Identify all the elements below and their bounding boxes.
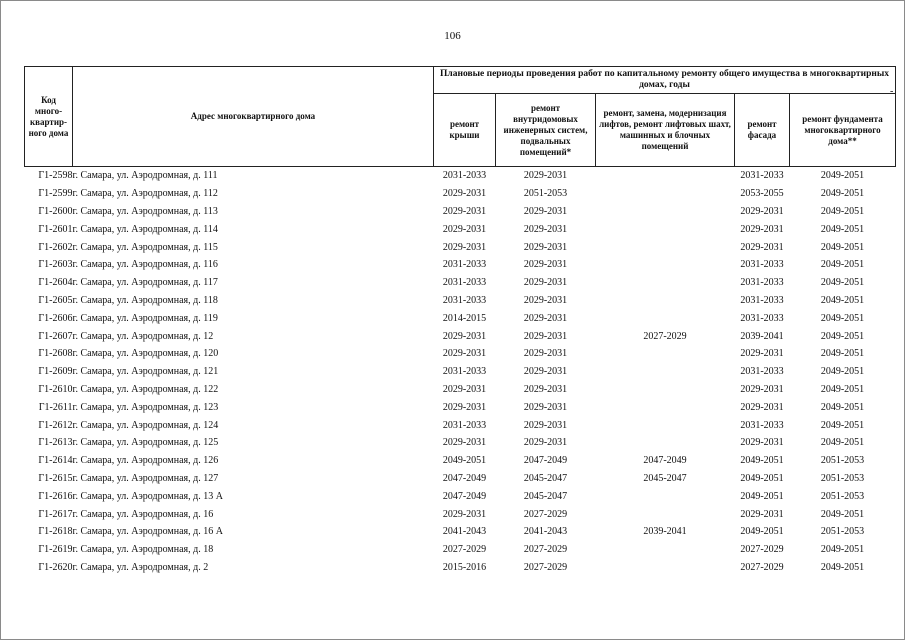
row-foundation-period: 2051-2053 xyxy=(820,490,865,502)
row-elevators-period xyxy=(596,185,735,203)
row-code: Г1-2602 xyxy=(38,241,73,253)
table-row xyxy=(25,487,896,505)
row-roof-period: 2029-2031 xyxy=(442,348,487,360)
row-address: г. Самара, ул. Аэродромная, д. 13 А xyxy=(72,490,223,502)
row-roof-period: 2047-2049 xyxy=(442,472,487,484)
row-code: Г1-2612 xyxy=(38,419,73,431)
row-code: Г1-2617 xyxy=(38,508,73,520)
row-systems-period: 2029-2031 xyxy=(523,330,568,342)
row-code: Г1-2605 xyxy=(38,294,73,306)
row-systems-period: 2029-2031 xyxy=(523,366,568,378)
row-code: Г1-2599 xyxy=(38,188,73,200)
row-foundation-period: 2049-2051 xyxy=(820,223,865,235)
row-foundation-period: 2049-2051 xyxy=(820,508,865,520)
row-facade-period: 2027-2029 xyxy=(740,544,784,556)
row-elevators-period xyxy=(596,220,735,238)
row-roof-period: 2027-2029 xyxy=(442,544,487,556)
row-facade-period: 2049-2051 xyxy=(740,490,784,502)
row-address: г. Самара, ул. Аэродромная, д. 119 xyxy=(72,312,218,324)
row-facade-period: 2049-2051 xyxy=(740,472,784,484)
row-facade-period: 2031-2033 xyxy=(740,312,784,324)
table-row xyxy=(25,416,896,434)
row-foundation-period: 2049-2051 xyxy=(820,259,865,271)
row-facade-period: 2031-2033 xyxy=(740,294,784,306)
row-code: Г1-2620 xyxy=(38,561,73,573)
row-foundation-period: 2049-2051 xyxy=(820,205,865,217)
row-roof-period: 2047-2049 xyxy=(442,490,487,502)
row-foundation-period: 2049-2051 xyxy=(820,348,865,360)
table-row xyxy=(25,398,896,416)
row-elevators-period xyxy=(596,559,735,577)
row-elevators-period xyxy=(596,434,735,452)
row-roof-period: 2049-2051 xyxy=(442,455,487,467)
row-roof-period: 2029-2031 xyxy=(442,188,487,200)
row-facade-period: 2029-2031 xyxy=(740,205,784,217)
row-systems-period: 2029-2031 xyxy=(523,205,568,217)
row-code: Г1-2616 xyxy=(38,490,73,502)
table-row xyxy=(25,452,896,470)
row-facade-period: 2031-2033 xyxy=(740,419,784,431)
table-row xyxy=(25,470,896,488)
row-facade-period: 2031-2033 xyxy=(740,259,784,271)
row-address: г. Самара, ул. Аэродромная, д. 118 xyxy=(72,294,218,306)
header-systems: ремонт внутридомовых инженерных систем, подвальных помещений* xyxy=(496,94,596,167)
row-facade-period: 2029-2031 xyxy=(740,437,784,449)
row-elevators-period xyxy=(596,398,735,416)
row-address: г. Самара, ул. Аэродромная, д. 18 xyxy=(72,544,214,556)
row-systems-period: 2029-2031 xyxy=(523,312,568,324)
row-roof-period: 2031-2033 xyxy=(442,277,487,289)
row-foundation-period: 2049-2051 xyxy=(820,170,865,182)
table-row xyxy=(25,523,896,541)
row-facade-period: 2029-2031 xyxy=(740,401,784,413)
row-roof-period: 2031-2033 xyxy=(442,419,487,431)
row-systems-period: 2045-2047 xyxy=(523,490,568,502)
row-elevators-period xyxy=(596,256,735,274)
table-row xyxy=(25,238,896,256)
row-code: Г1-2611 xyxy=(38,401,73,413)
row-foundation-period: 2049-2051 xyxy=(820,544,865,556)
row-facade-period: 2029-2031 xyxy=(740,241,784,253)
row-code: Г1-2600 xyxy=(38,205,73,217)
row-roof-period: 2029-2031 xyxy=(442,401,487,413)
row-roof-period: 2029-2031 xyxy=(442,205,487,217)
row-elevators-period xyxy=(596,381,735,399)
row-systems-period: 2051-2053 xyxy=(523,188,568,200)
header-elevators: ремонт, замена, модернизация лифтов, ремонт лифтовых шахт, машинных и блочных помещений xyxy=(596,94,735,167)
row-systems-period: 2029-2031 xyxy=(523,383,568,395)
row-facade-period: 2027-2029 xyxy=(740,561,784,573)
row-code: Г1-2614 xyxy=(38,455,73,467)
row-code: Г1-2606 xyxy=(38,312,73,324)
row-code: Г1-2603 xyxy=(38,259,73,271)
row-roof-period: 2031-2033 xyxy=(442,366,487,378)
row-code: Г1-2613 xyxy=(38,437,73,449)
row-address: г. Самара, ул. Аэродромная, д. 124 xyxy=(72,419,219,431)
row-address: г. Самара, ул. Аэродромная, д. 113 xyxy=(72,205,218,217)
row-code: Г1-2604 xyxy=(38,277,73,289)
table-row xyxy=(25,541,896,559)
table-row xyxy=(25,167,896,185)
row-systems-period: 2029-2031 xyxy=(523,170,568,182)
row-systems-period: 2029-2031 xyxy=(523,401,568,413)
row-systems-period: 2027-2029 xyxy=(523,561,568,573)
row-facade-period: 2039-2041 xyxy=(740,330,784,342)
row-address: г. Самара, ул. Аэродромная, д. 116 xyxy=(72,259,218,271)
table-row xyxy=(25,185,896,203)
row-foundation-period: 2051-2053 xyxy=(820,526,865,538)
row-elevators-period xyxy=(596,541,735,559)
row-code: Г1-2615 xyxy=(38,472,73,484)
row-elevators-period xyxy=(596,416,735,434)
table-row xyxy=(25,381,896,399)
row-facade-period: 2029-2031 xyxy=(740,223,784,235)
table-row xyxy=(25,559,896,577)
row-code: Г1-2601 xyxy=(38,223,73,235)
row-roof-period: 2029-2031 xyxy=(442,437,487,449)
row-elevators-period xyxy=(596,238,735,256)
row-facade-period: 2049-2051 xyxy=(740,526,784,538)
row-elevators-period xyxy=(596,274,735,292)
header-foundation: ремонт фундамента многоквартирного дома** xyxy=(790,94,896,167)
row-foundation-period: 2049-2051 xyxy=(820,188,865,200)
row-address: г. Самара, ул. Аэродромная, д. 127 xyxy=(72,472,219,484)
row-elevators-period: 2027-2029 xyxy=(643,330,687,342)
row-elevators-period xyxy=(596,487,735,505)
row-roof-period: 2041-2043 xyxy=(442,526,487,538)
row-code: Г1-2607 xyxy=(38,330,73,342)
row-elevators-period: 2045-2047 xyxy=(643,472,687,484)
row-facade-period: 2029-2031 xyxy=(740,348,784,360)
row-facade-period: 2029-2031 xyxy=(740,508,784,520)
row-foundation-period: 2049-2051 xyxy=(820,366,865,378)
row-address: г. Самара, ул. Аэродромная, д. 115 xyxy=(72,241,218,253)
table-row xyxy=(25,327,896,345)
row-systems-period: 2029-2031 xyxy=(523,348,568,360)
row-systems-period: 2045-2047 xyxy=(523,472,568,484)
row-facade-period: 2031-2033 xyxy=(740,277,784,289)
table-row xyxy=(25,274,896,292)
row-elevators-period xyxy=(596,203,735,221)
row-code: Г1-2619 xyxy=(38,544,73,556)
row-foundation-period: 2051-2053 xyxy=(820,472,865,484)
header-code: Код много-квартир-ного дома xyxy=(25,67,73,167)
row-systems-period: 2029-2031 xyxy=(523,437,568,449)
row-address: г. Самара, ул. Аэродромная, д. 120 xyxy=(72,348,219,360)
table-row xyxy=(25,256,896,274)
table-row xyxy=(25,292,896,310)
row-address: г. Самара, ул. Аэродромная, д. 123 xyxy=(72,401,219,413)
row-facade-period: 2049-2051 xyxy=(740,455,784,467)
row-address: г. Самара, ул. Аэродромная, д. 125 xyxy=(72,437,219,449)
row-foundation-period: 2049-2051 xyxy=(820,437,865,449)
table-row xyxy=(25,309,896,327)
row-foundation-period: 2049-2051 xyxy=(820,383,865,395)
row-address: г. Самара, ул. Аэродромная, д. 117 xyxy=(72,277,218,289)
row-code: Г1-2598 xyxy=(38,170,73,182)
row-facade-period: 2031-2033 xyxy=(740,170,784,182)
row-roof-period: 2029-2031 xyxy=(442,223,487,235)
row-systems-period: 2029-2031 xyxy=(523,294,568,306)
header-planned-periods: Плановые периоды проведения работ по капитальному ремонту общего имущества в многоквартирных домах, годы xyxy=(434,67,896,94)
row-roof-period: 2029-2031 xyxy=(442,383,487,395)
header-address: Адрес многоквартирного дома xyxy=(73,67,434,167)
row-systems-period: 2029-2031 xyxy=(523,259,568,271)
row-code: Г1-2610 xyxy=(38,383,73,395)
row-roof-period: 2015-2016 xyxy=(442,561,487,573)
row-foundation-period: 2049-2051 xyxy=(820,401,865,413)
row-address: г. Самара, ул. Аэродромная, д. 12 xyxy=(72,330,214,342)
row-foundation-period: 2049-2051 xyxy=(820,277,865,289)
row-address: г. Самара, ул. Аэродромная, д. 2 xyxy=(72,561,209,573)
row-systems-period: 2047-2049 xyxy=(523,455,568,467)
row-roof-period: 2031-2033 xyxy=(442,259,487,271)
row-facade-period: 2053-2055 xyxy=(740,188,784,200)
header-roof: ремонт крыши xyxy=(434,94,496,167)
row-address: г. Самара, ул. Аэродромная, д. 111 xyxy=(72,170,218,182)
row-elevators-period: 2039-2041 xyxy=(643,526,687,538)
page-number: 106 xyxy=(444,30,461,42)
row-elevators-period xyxy=(596,505,735,523)
header-facade: ремонт фасада xyxy=(735,94,790,167)
row-roof-period: 2031-2033 xyxy=(442,170,487,182)
edge-mark: - xyxy=(890,86,894,97)
row-elevators-period xyxy=(596,167,735,185)
table-row xyxy=(25,363,896,381)
row-systems-period: 2027-2029 xyxy=(523,508,568,520)
row-roof-period: 2029-2031 xyxy=(442,330,487,342)
row-foundation-period: 2049-2051 xyxy=(820,330,865,342)
row-facade-period: 2031-2033 xyxy=(740,366,784,378)
table-row xyxy=(25,345,896,363)
row-elevators-period xyxy=(596,345,735,363)
row-elevators-period: 2047-2049 xyxy=(643,455,687,467)
row-code: Г1-2608 xyxy=(38,348,73,360)
row-facade-period: 2029-2031 xyxy=(740,383,784,395)
repair-schedule-table xyxy=(24,66,896,576)
row-foundation-period: 2049-2051 xyxy=(820,241,865,253)
table-row xyxy=(25,203,896,221)
row-address: г. Самара, ул. Аэродромная, д. 16 xyxy=(72,508,214,520)
row-systems-period: 2029-2031 xyxy=(523,419,568,431)
row-elevators-period xyxy=(596,292,735,310)
row-roof-period: 2029-2031 xyxy=(442,508,487,520)
row-foundation-period: 2049-2051 xyxy=(820,561,865,573)
row-foundation-period: 2049-2051 xyxy=(820,294,865,306)
row-code: Г1-2618 xyxy=(38,526,73,538)
row-foundation-period: 2051-2053 xyxy=(820,455,865,467)
row-roof-period: 2029-2031 xyxy=(442,241,487,253)
row-systems-period: 2029-2031 xyxy=(523,241,568,253)
row-address: г. Самара, ул. Аэродромная, д. 114 xyxy=(72,223,218,235)
row-systems-period: 2029-2031 xyxy=(523,223,568,235)
table-row xyxy=(25,220,896,238)
row-address: г. Самара, ул. Аэродромная, д. 112 xyxy=(72,188,218,200)
table-row xyxy=(25,505,896,523)
row-roof-period: 2014-2015 xyxy=(442,312,487,324)
row-systems-period: 2027-2029 xyxy=(523,544,568,556)
row-address: г. Самара, ул. Аэродромная, д. 126 xyxy=(72,455,219,467)
table-body xyxy=(25,167,896,577)
row-address: г. Самара, ул. Аэродромная, д. 16 А xyxy=(72,526,223,538)
row-foundation-period: 2049-2051 xyxy=(820,419,865,431)
row-address: г. Самара, ул. Аэродромная, д. 121 xyxy=(72,366,219,378)
row-code: Г1-2609 xyxy=(38,366,73,378)
row-roof-period: 2031-2033 xyxy=(442,294,487,306)
row-foundation-period: 2049-2051 xyxy=(820,312,865,324)
row-address: г. Самара, ул. Аэродромная, д. 122 xyxy=(72,383,219,395)
row-elevators-period xyxy=(596,309,735,327)
table-row xyxy=(25,434,896,452)
row-systems-period: 2041-2043 xyxy=(523,526,568,538)
row-elevators-period xyxy=(596,363,735,381)
row-systems-period: 2029-2031 xyxy=(523,277,568,289)
